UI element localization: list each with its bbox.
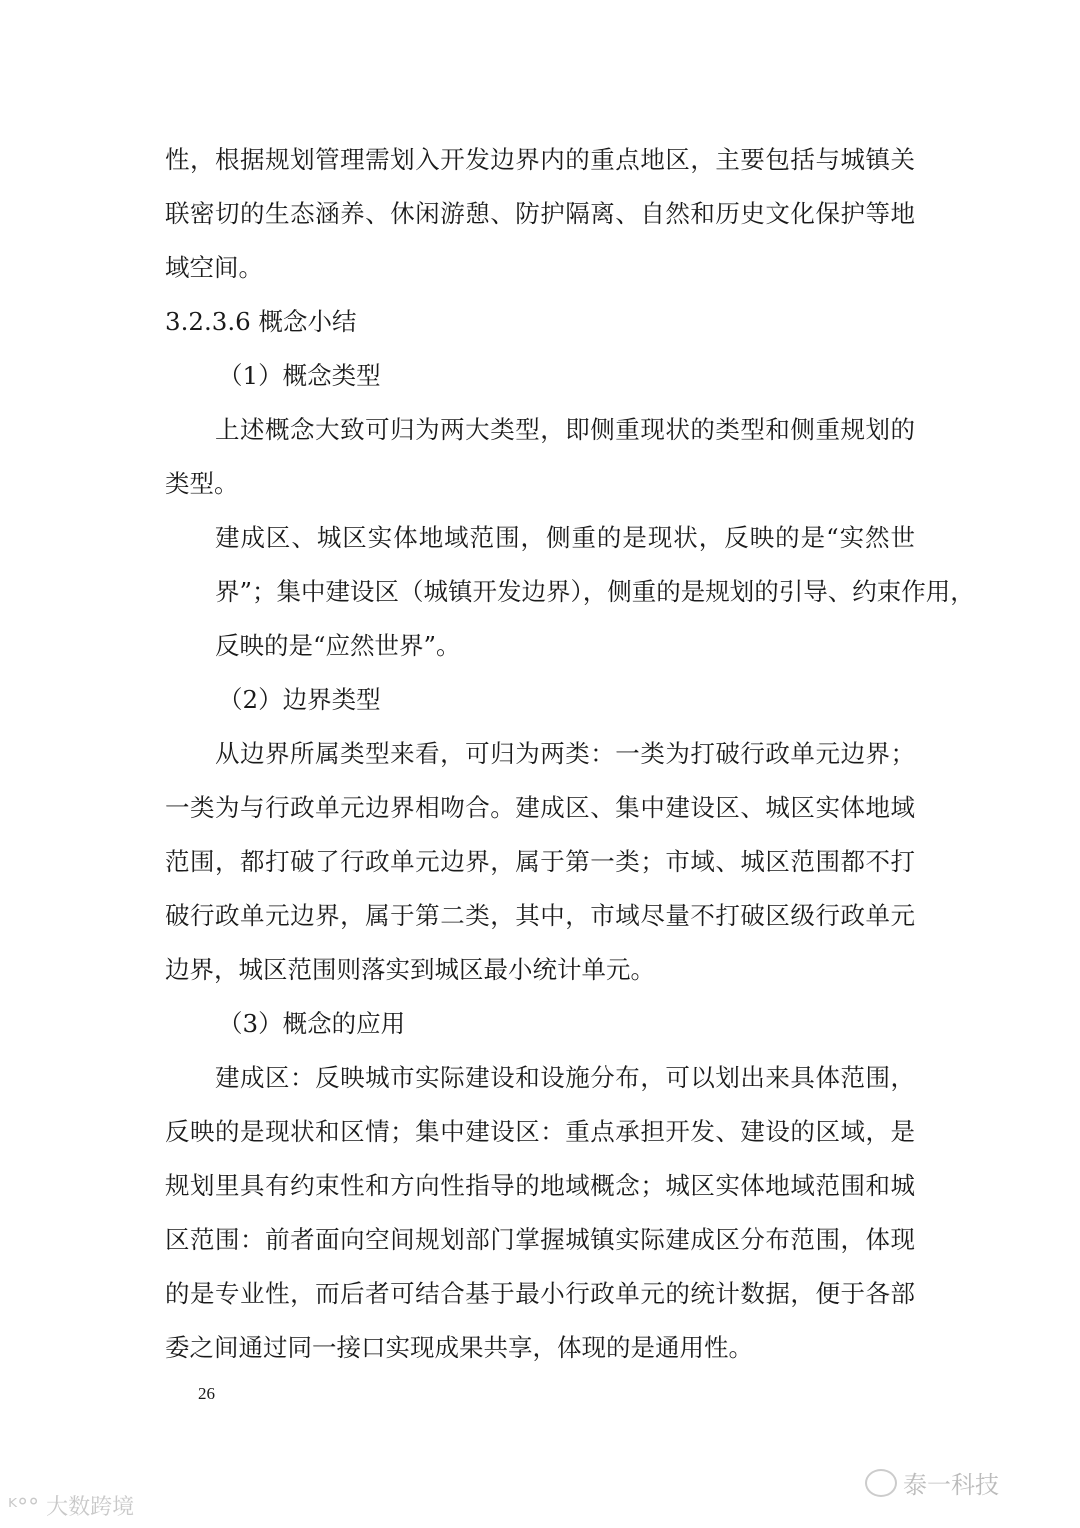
text-line: 界”；集中建设区（城镇开发边界），侧重的是规划的引导、约束作用，: [215, 577, 975, 606]
watermark-left: [8, 1490, 134, 1521]
text-line: 建成区：反映城市实际建设和设施分布，可以划出来具体范围，: [215, 1063, 915, 1092]
text-line: 区范围：前者面向空间规划部门掌握城镇实际建成区分布范围，体现: [165, 1225, 915, 1254]
text-line: 联密切的生态涵养、休闲游憩、防护隔离、自然和历史文化保护等地: [165, 199, 915, 228]
text-line: 的是专业性，而后者可结合基于最小行政单元的统计数据，便于各部: [165, 1279, 915, 1308]
text-line: 一类为与行政单元边界相吻合。建成区、集中建设区、城区实体地域: [165, 793, 915, 822]
watermark-right-text: 泰一科技: [903, 1471, 999, 1499]
text-line: 范围，都打破了行政单元边界，属于第一类；市域、城区范围都不打: [165, 847, 915, 876]
logo-icon: ᴷ°°: [8, 1495, 47, 1520]
subheading: （2）边界类型: [218, 685, 381, 714]
text-line: 反映的是“应然世界”。: [215, 631, 461, 660]
text-line: 边界，城区范围则落实到城区最小统计单元。: [165, 955, 655, 984]
text-line: 域空间。: [165, 253, 263, 282]
text-line: 性，根据规划管理需划入开发边界内的重点地区，主要包括与城镇关: [165, 145, 915, 174]
page-number: 26: [198, 1384, 215, 1403]
subheading: （3）概念的应用: [218, 1009, 406, 1038]
text-line: 类型。: [165, 469, 239, 498]
text-line: 上述概念大致可归为两大类型，即侧重现状的类型和侧重规划的: [215, 415, 915, 444]
text-line: 从边界所属类型来看，可归为两类：一类为打破行政单元边界；: [215, 739, 915, 768]
text-line: 破行政单元边界，属于第二类，其中，市域尽量不打破区级行政单元: [165, 901, 915, 930]
section-heading: 3.2.3.6 概念小结: [165, 307, 357, 336]
text-line: 反映的是现状和区情；集中建设区：重点承担开发、建设的区域，是: [165, 1117, 915, 1146]
text-line: 规划里具有约束性和方向性指导的地域概念；城区实体地域范围和城: [165, 1171, 915, 1200]
watermark-left-text: 大数跨境: [46, 1495, 135, 1520]
text-line: 委之间通过同一接口实现成果共享，体现的是通用性。: [165, 1333, 753, 1362]
watermark-right: [865, 1465, 999, 1500]
subheading: （1）概念类型: [218, 361, 381, 390]
text-line: 建成区、城区实体地域范围，侧重的是现状，反映的是“实然世: [215, 523, 915, 552]
wechat-icon: [865, 1469, 897, 1497]
